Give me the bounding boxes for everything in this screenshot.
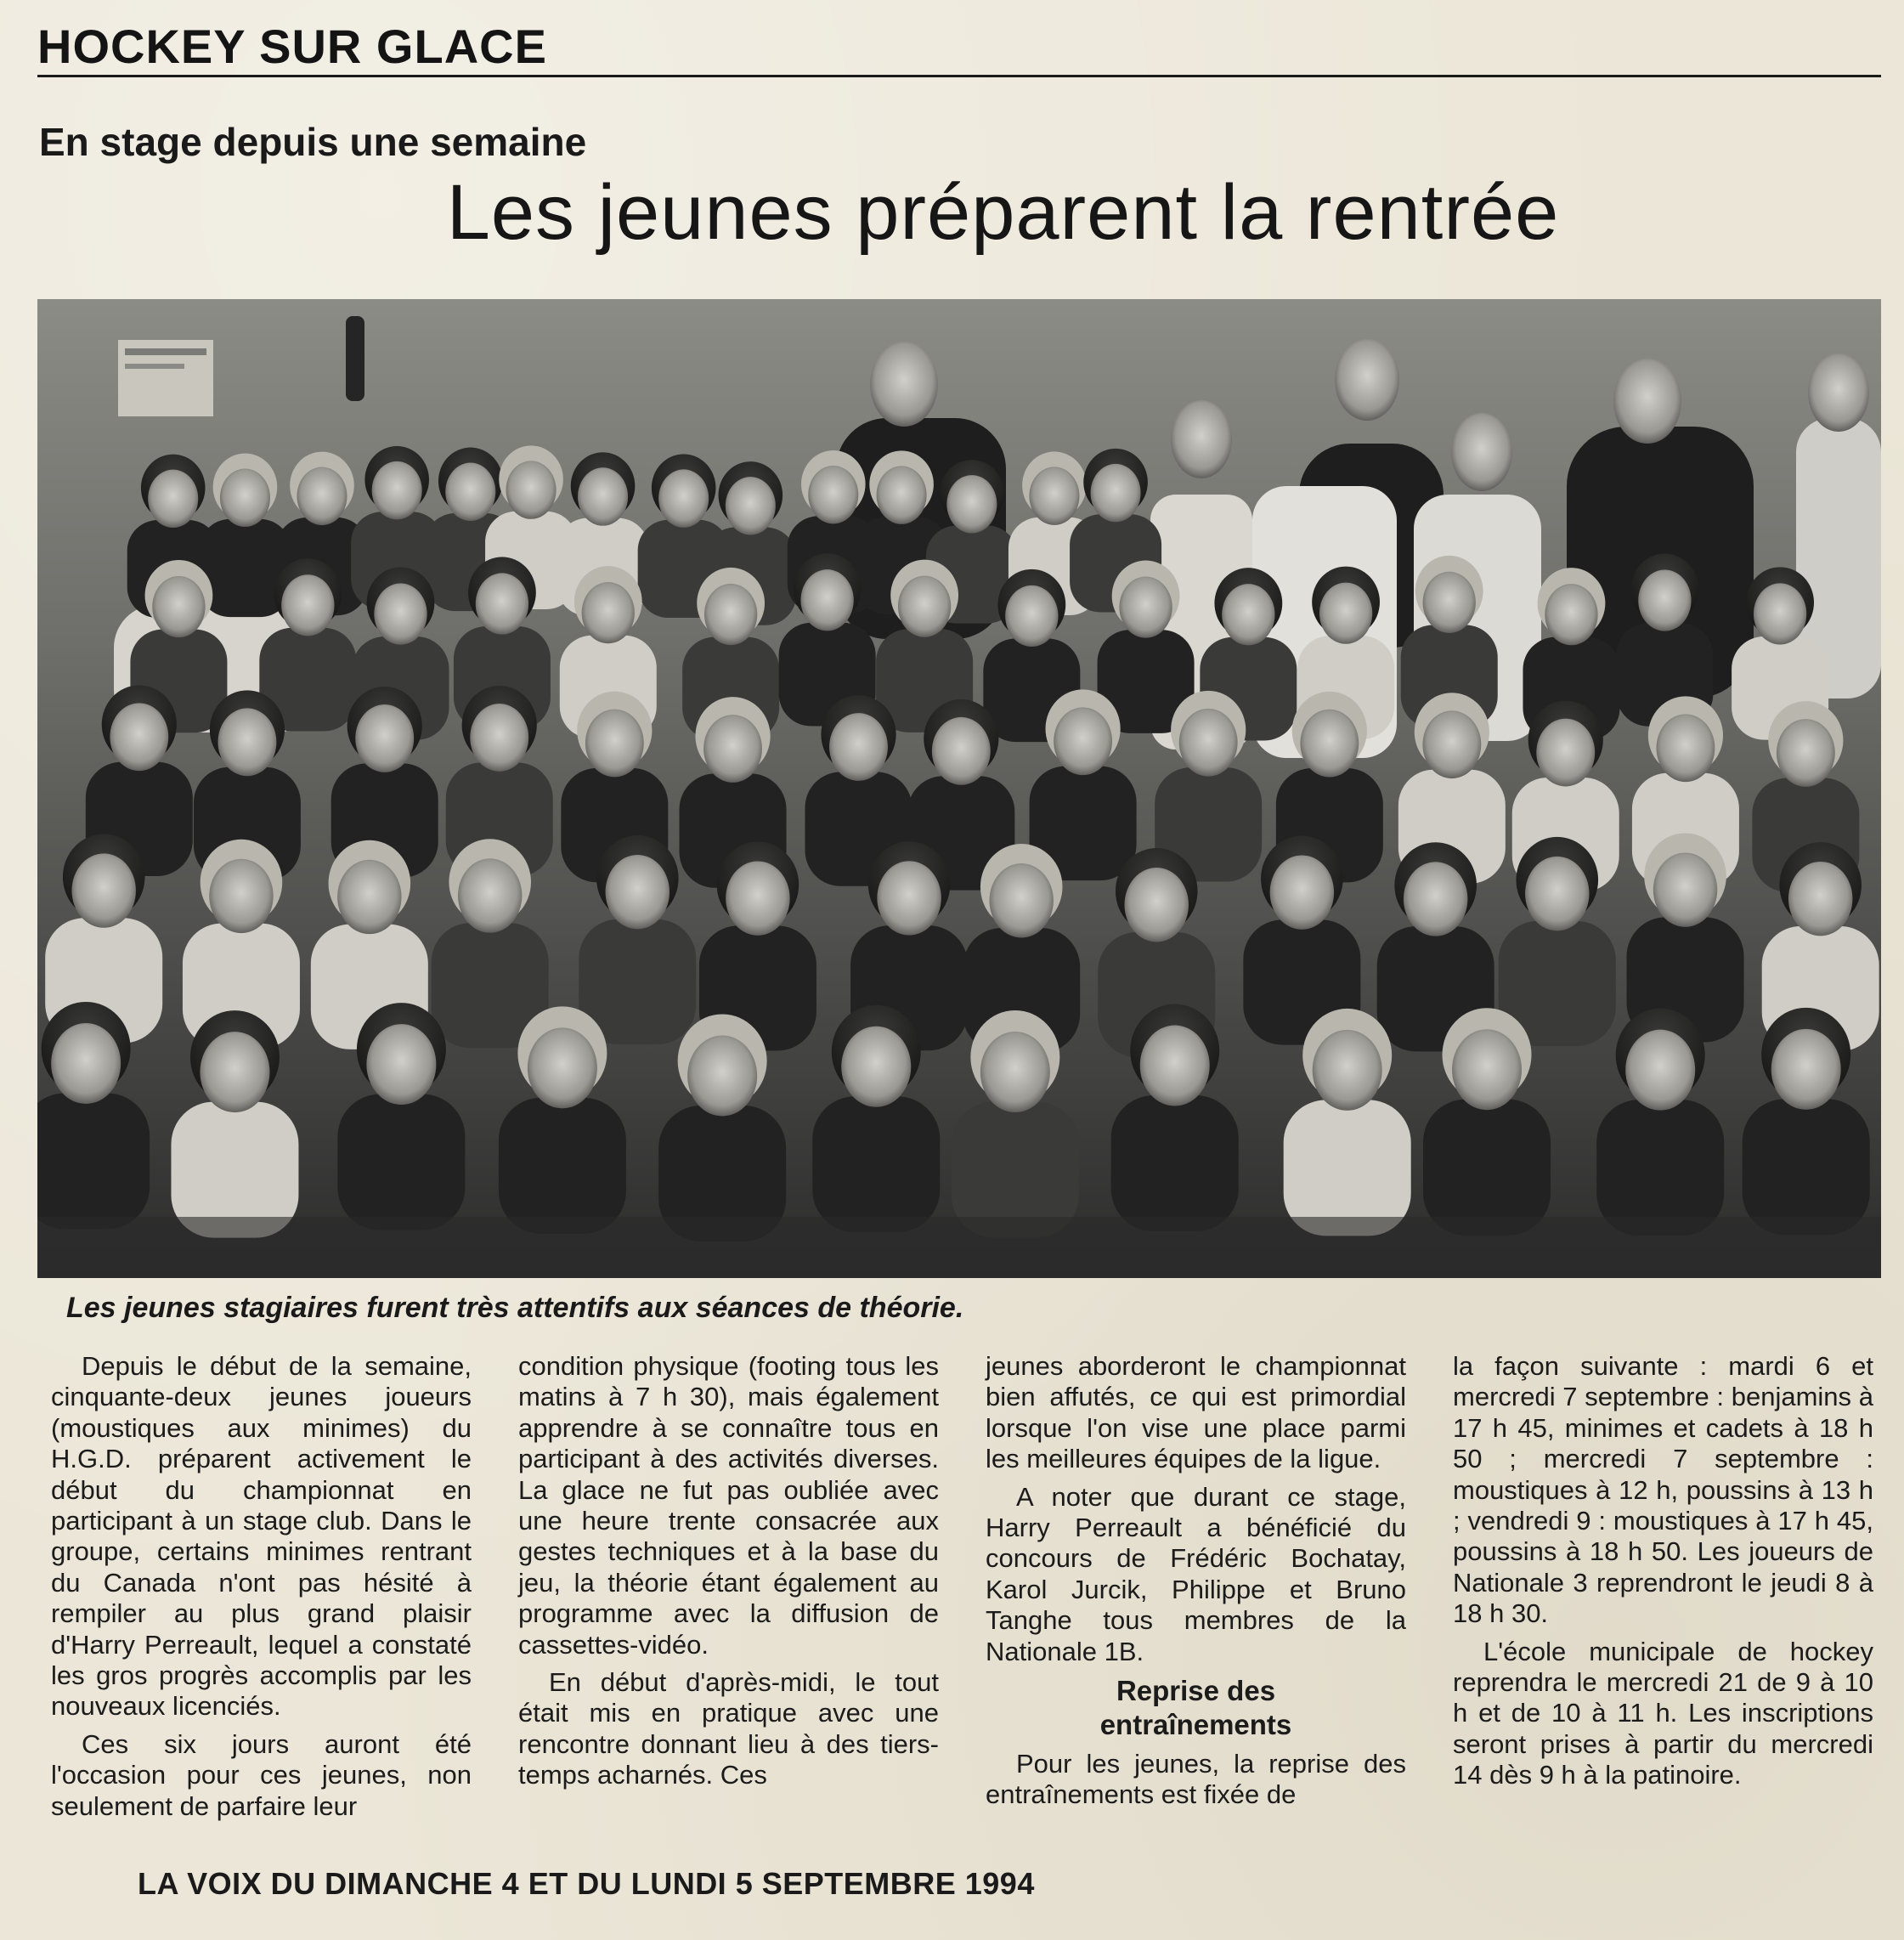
child-face	[445, 463, 495, 521]
paragraph: la façon suivante : mardi 6 et mercredi 7 septembre : benjamins à 17 h 45, minimes et cadets à 18 h 50 ; mercredi 7 septembre : moustiques à 12 h, poussins à 13 h ; vendredi 9 : moustiques à 17 h 45, poussins à 18 h 50. Les joueurs de Nationale 3 reprendront le jeudi 8 à 18 h 30.	[1453, 1351, 1873, 1629]
child-face	[1422, 710, 1481, 778]
child-face	[1270, 855, 1334, 929]
group-photo-image	[37, 299, 1881, 1278]
child-face	[458, 858, 522, 932]
subheading	[986, 1674, 1406, 1742]
child-face	[1545, 584, 1597, 645]
child-body	[812, 1096, 940, 1232]
child-face	[704, 584, 757, 645]
child-face	[1423, 572, 1476, 633]
subheading-line-1: Reprise des	[1116, 1675, 1276, 1707]
child-face	[297, 467, 347, 525]
child-face	[582, 582, 635, 643]
child-face	[152, 576, 205, 637]
child-face	[800, 569, 853, 631]
child-face	[1119, 577, 1172, 638]
child-body	[1743, 1099, 1870, 1235]
child-face	[1140, 1026, 1210, 1106]
child-face	[606, 855, 670, 929]
section-rubric: HOCKEY SUR GLACE	[37, 20, 547, 73]
child-face	[585, 710, 644, 778]
paragraph: En début d'après-midi, le tout était mis en pratique avec une rencontre donnant lieu à des tiers-temps acharnés. Ces	[518, 1667, 939, 1790]
child-body	[37, 1093, 150, 1229]
child-face	[658, 469, 709, 527]
child-face	[1029, 467, 1079, 524]
child-face	[1404, 862, 1467, 936]
child-face	[726, 477, 776, 534]
child-face	[687, 1035, 757, 1116]
child-face	[1656, 714, 1715, 782]
child-body	[499, 1098, 626, 1234]
article-kicker: En stage depuis une semaine	[39, 120, 587, 164]
child-face	[372, 461, 422, 519]
child-face	[1525, 857, 1589, 930]
child-face	[877, 466, 927, 523]
paragraph: L'école municipale de hockey reprendra le mercredi 21 de 9 à 10 h et de 10 à 11 h. Les inscriptions seront prises à partir du mercredi 14 dès 9 h à la patinoire.	[1453, 1636, 1873, 1790]
child-face	[578, 467, 628, 525]
group-photo	[37, 299, 1881, 1278]
child-face	[1638, 569, 1691, 631]
child-face	[841, 1027, 911, 1107]
child-face	[1091, 464, 1141, 522]
child-face	[898, 576, 951, 637]
child-face	[1452, 1029, 1522, 1110]
child-face	[1771, 1029, 1841, 1110]
article-column-3	[986, 1351, 1406, 1844]
child-face	[51, 1023, 121, 1104]
child-face	[506, 461, 557, 518]
child-face	[1300, 710, 1359, 778]
paragraph: Pour les jeunes, la reprise des entraînements est fixée de	[986, 1749, 1406, 1810]
paragraph: jeunes aborderont le championnat bien affutés, ce qui est primordial lorsque l'on vise une place parmi les meilleures équipes de la ligue.	[986, 1351, 1406, 1474]
child-face	[703, 715, 762, 783]
child-face	[980, 1032, 1050, 1112]
article-body	[51, 1351, 1873, 1844]
child-face	[220, 469, 270, 527]
child-face	[281, 574, 334, 636]
child-face	[1788, 862, 1852, 936]
article-column-1	[51, 1351, 472, 1844]
child-body	[1284, 1100, 1411, 1236]
child-face	[877, 861, 941, 935]
child-face	[808, 466, 858, 523]
rubric-rule	[37, 75, 1881, 77]
publication-footer: LA VOIX DU DIMANCHE 4 ET DU LUNDI 5 SEPTEMBRE 1994	[138, 1866, 1035, 1901]
paragraph: condition physique (footing tous les matins à 7 h 30), mais également apprendre à se connaître tous en participant à des activités diverses. La glace ne fut pas oubliée avec une heure trente consacrée aux gestes techniques et à la base du jeu, la théorie étant également au programme avec la diffusion de cassettes-vidéo.	[518, 1351, 939, 1660]
child-face	[1125, 868, 1189, 942]
paragraph: Depuis le début de la semaine, cinquante-deux jeunes joueurs (moustiques aux minimes) du H.G.D. préparent activement le début du championnat en participant à un stage club. Dans le groupe, certains minimes rentrant du Canada n'ont pas hésité à rempiler au plus grand plaisir d'Harry Perreault, lequel a constaté les gros progrès accomplis par les nouveaux licenciés.	[51, 1351, 472, 1722]
child-face	[1536, 719, 1595, 787]
photo-caption: Les jeunes stagiaires furent très attentifs aux séances de théorie.	[66, 1292, 964, 1324]
article-headline: Les jeunes préparent la rentrée	[446, 169, 1560, 256]
child-face	[932, 717, 991, 785]
paragraph: A noter que durant ce stage, Harry Perreault a bénéficié du concours de Frédéric Bochatay, Karol Jurcik, Philippe et Bruno Tanghe tous membres de la Nationale 1B.	[986, 1481, 1406, 1666]
child-face	[355, 704, 414, 772]
child-face	[829, 713, 888, 781]
article-column-2	[518, 1351, 939, 1844]
child-face	[1653, 852, 1717, 926]
child-face	[1005, 585, 1058, 647]
child-body	[337, 1094, 465, 1230]
child-face	[218, 708, 276, 776]
child-face	[148, 470, 198, 528]
child-face	[1777, 719, 1835, 787]
child-face	[374, 583, 427, 644]
child-body	[1111, 1095, 1239, 1231]
child-face	[1625, 1030, 1695, 1111]
article-column-4	[1453, 1351, 1873, 1844]
child-face	[209, 859, 273, 933]
child-face	[337, 860, 401, 934]
fire-extinguisher	[346, 316, 364, 401]
child-body	[1596, 1100, 1724, 1236]
child-face	[366, 1024, 436, 1105]
child-face	[1754, 583, 1806, 644]
child-face	[1054, 707, 1112, 775]
child-face	[1179, 709, 1238, 777]
child-body	[1423, 1100, 1551, 1236]
child-face	[1319, 583, 1372, 644]
child-face	[71, 853, 135, 927]
child-face	[1313, 1030, 1382, 1111]
child-face	[110, 703, 168, 771]
child-face	[989, 863, 1053, 937]
child-face	[528, 1027, 597, 1108]
child-face	[946, 475, 997, 533]
subheading-line-2: entraînements	[1099, 1709, 1292, 1741]
child-face	[476, 573, 528, 634]
child-face	[1222, 584, 1274, 645]
child-face	[726, 861, 789, 935]
child-face	[470, 704, 528, 772]
child-face	[200, 1032, 269, 1112]
paragraph: Ces six jours auront été l'occasion pour ces jeunes, non seulement de parfaire leur	[51, 1728, 472, 1821]
